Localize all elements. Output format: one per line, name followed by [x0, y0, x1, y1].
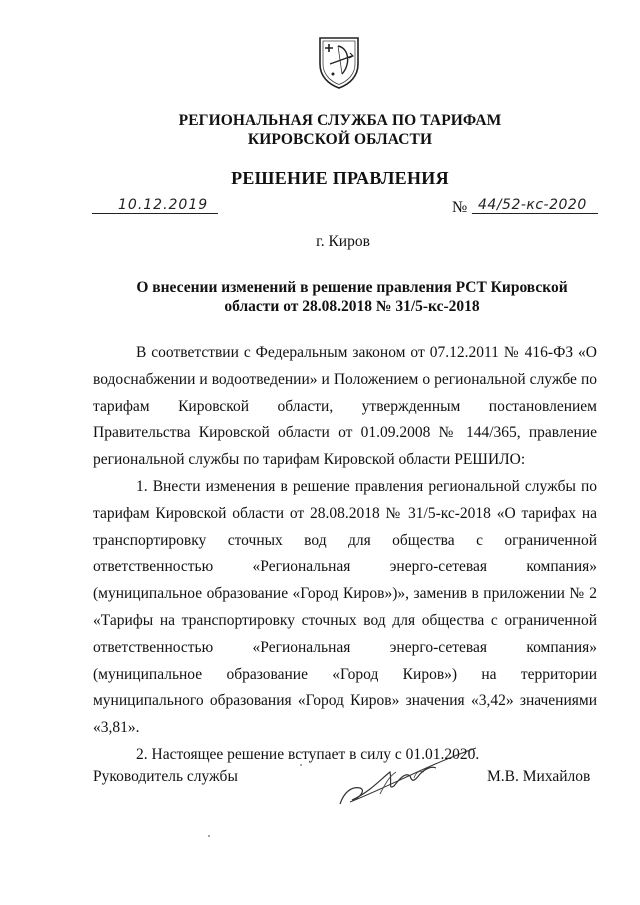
subject-line2: области от 28.08.2018 № 31/5-кс-2018 — [224, 298, 480, 315]
resolved-word: РЕШИЛО: — [454, 451, 526, 469]
scan-speck — [300, 764, 302, 766]
number-sign: № — [452, 199, 468, 216]
handwritten-signature — [330, 742, 480, 812]
signatory-name: М.В. Михайлов — [487, 768, 591, 785]
scan-speck — [208, 835, 210, 837]
document-date: 10.12.2019 — [118, 197, 209, 213]
document-body — [93, 340, 597, 769]
number-underline — [472, 213, 598, 214]
signatory-position: Руководитель службы — [93, 768, 238, 785]
item-1-paragraph: 1. Внести изменения в решение правления региональной службы по тарифам Кировской области от 28.08.2018 № 31/5-кс-2018 «О тарифах на транспортировку сточных вод для общества с ограниченной ответственностью «Региональная энерго-сетевая компания» (муниципальное образование «Город Киров»)», заменив в приложении № 2 «Тарифы на транспортировку сточных вод для общества с ограниченной ответственностью «Региональная энерго-сетевая компания» (муниципальное образование «Город Киров») на территории муниципального образования «Город Киров» значения «3,42» значениями «3,81». — [93, 477, 597, 737]
organization-name-line2: КИРОВСКОЙ ОБЛАСТИ — [247, 131, 433, 148]
organization-name-line1: РЕГИОНАЛЬНАЯ СЛУЖБА ПО ТАРИФАМ — [178, 112, 502, 129]
kirov-coat-of-arms-icon — [316, 34, 362, 90]
document-subject — [128, 278, 576, 316]
city-name: г. Киров — [316, 233, 370, 250]
item-2-paragraph: 2. Настоящее решение вступает в силу с 01.01.2020. — [136, 745, 480, 763]
city-line — [0, 233, 640, 251]
preamble-paragraph — [93, 340, 597, 474]
subject-line1: О внесении изменений в решение правления РСТ Кировской — [136, 279, 568, 296]
document-number: 44/52-кс-2020 — [478, 197, 587, 213]
preamble-text: В соответствии с Федеральным законом от 07.12.2011 № 416-ФЗ «О водоснабжении и водоотведении» и Положением о региональной службе по тарифам Кировской области, утвержденным постановлением Правительства Кировской области от 01.09.2008 № 144/365, правление региональной службы по тарифам Кировской области — [93, 344, 597, 469]
date-underline — [92, 213, 218, 214]
document-title: РЕШЕНИЕ ПРАВЛЕНИЯ — [231, 168, 449, 188]
